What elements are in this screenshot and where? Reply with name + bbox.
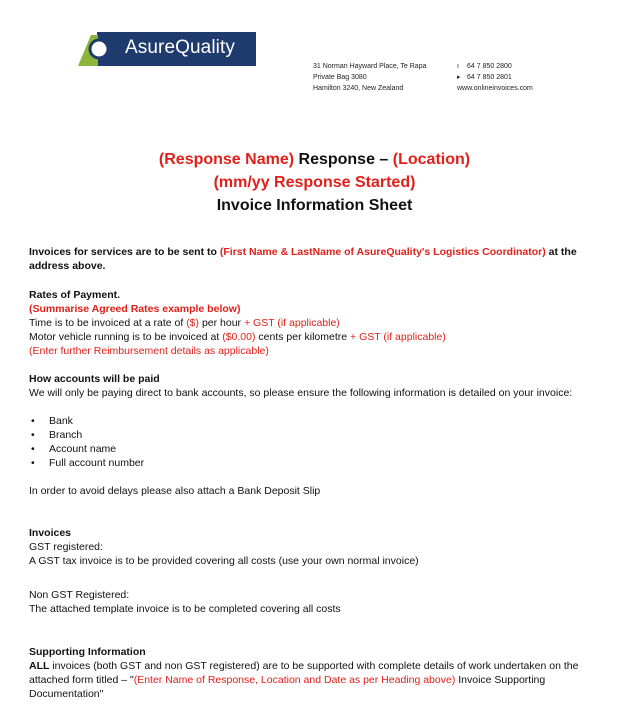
nongst-text: The attached template invoice is to be completed covering all costs [29, 603, 341, 615]
website: www.onlineinvoices.com [457, 85, 533, 92]
list-item: • Account name [29, 442, 599, 456]
rates-heading: Rates of Payment. [29, 289, 121, 301]
accounts-heading: How accounts will be paid [29, 373, 160, 385]
logo-text: AsureQuality [125, 37, 235, 58]
gst-label: GST registered: [29, 541, 103, 553]
company-contact [457, 61, 533, 94]
list-item: • Bank [29, 414, 599, 428]
intro-paragraph: Invoices for services are to be sent to (First Name & LastName of AsureQuality's Logistics Coordinator) at the address above. [29, 246, 577, 272]
gst-text: A GST tax invoice is to be provided covering all costs (use your own normal invoice) [29, 555, 419, 567]
accounts-section [29, 372, 599, 498]
page-title: Invoice Information Sheet [216, 197, 413, 214]
accounts-text: We will only be paying direct to bank accounts, so please ensure the following information is detailed on your invoice: [29, 387, 573, 399]
title-response: Response – [294, 151, 393, 168]
motor-rate-line: Motor vehicle running is to be invoiced at ($0.00) cents per kilometre + GST (if applicable) [29, 331, 446, 343]
title-line-2: (mm/yy Response Started) [213, 174, 416, 191]
location-placeholder: (Location) [392, 151, 471, 168]
response-name-placeholder: (Response Name) [158, 151, 295, 168]
invoices-heading: Invoices [29, 527, 72, 539]
reimbursement-line: (Enter further Reimbursement details as applicable) [29, 345, 269, 357]
fax-number: 64 7 850 2801 [467, 74, 512, 81]
address-line: 31 Norman Hayward Place, Te Rapa [313, 63, 427, 70]
phone-number: 64 7 850 2800 [467, 63, 512, 70]
list-item: • Branch [29, 428, 599, 442]
bank-details-list [29, 414, 599, 470]
time-rate-line: Time is to be invoiced at a rate of ($) per hour + GST (if applicable) [29, 317, 340, 329]
supporting-heading: Supporting Information [29, 646, 146, 658]
company-address [313, 61, 426, 94]
rates-section [29, 288, 599, 358]
nongst-label: Non GST Registered: [29, 589, 130, 601]
address-line: Private Bag 3080 [313, 74, 367, 81]
deposit-slip-note: In order to avoid delays please also attach a Bank Deposit Slip [29, 485, 321, 497]
logo-mark-icon [78, 33, 118, 66]
invoices-section [29, 526, 599, 616]
rates-summarise: (Summarise Agreed Rates example below) [29, 303, 241, 315]
supporting-section [29, 645, 599, 701]
company-logo [78, 32, 256, 66]
address-line: Hamilton 3240, New Zealand [313, 85, 404, 92]
phone-icon: ı [457, 63, 459, 70]
response-details-placeholder: (Enter Name of Response, Location and Date as per Heading above) [133, 674, 456, 686]
coordinator-placeholder: (First Name & LastName of AsureQuality's Logistics Coordinator) [219, 246, 546, 258]
logo-banner [97, 32, 256, 66]
title-line-1 [0, 151, 629, 169]
list-item: • Full account number [29, 456, 599, 470]
fax-icon: ▸ [457, 74, 461, 81]
supporting-text: ALL invoices (both GST and non GST registered) are to be supported with complete details of work undertaken on the attached form titled – "(Enter Name of Response, Location and Date as per Heading above) Invoice Supporting Documentation" [29, 660, 579, 700]
